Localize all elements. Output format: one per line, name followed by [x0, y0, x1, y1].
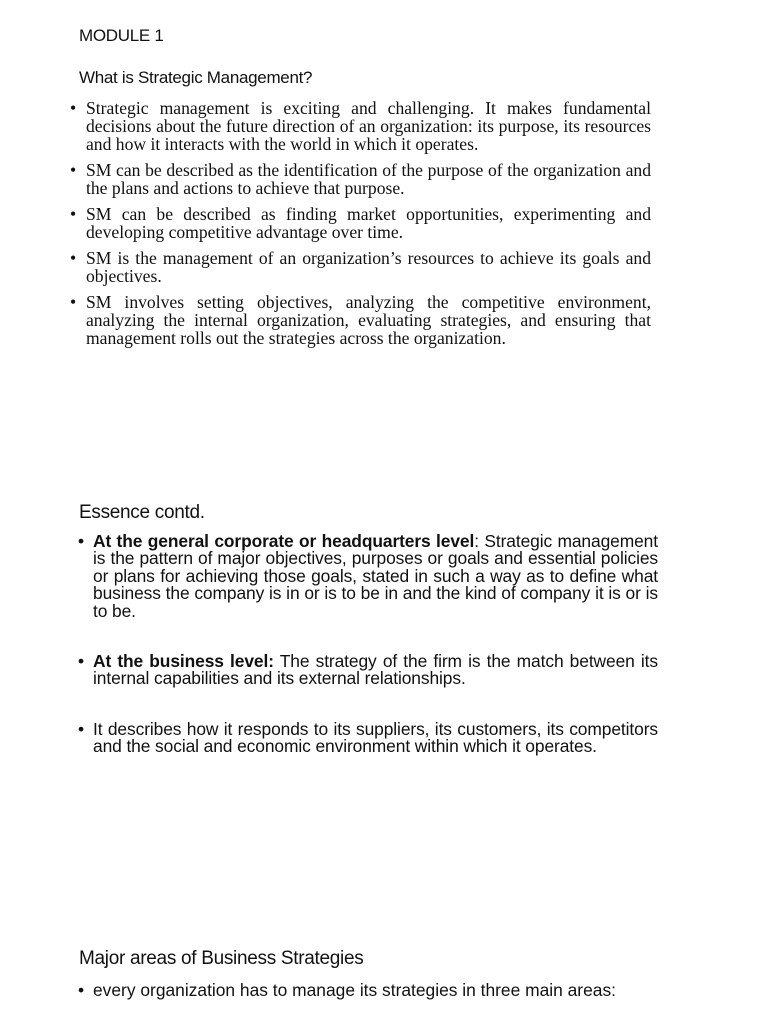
list-item-text: It describes how it responds to its suppliers, its customers, its competitors and the social and economic environment within which it operates.: [93, 718, 658, 757]
list-item: [70, 293, 651, 347]
list-item-text: SM can be described as finding market opportunities, experimenting and developing competitive advantage over time.: [86, 204, 651, 242]
list-item-text: SM involves setting objectives, analyzing the competitive environment, analyzing the internal organization, evaluating strategies, and ensuring that management rolls out the strategies across the organization.: [86, 292, 651, 348]
list-item-text: : Strategic management is the pattern of major objectives, purposes or goals and essential policies or plans for achieving those goals, stated in such a way as to define what business the company is in or is to be in and the kind of company it is or is to be.: [93, 531, 658, 621]
bullet-icon: •: [78, 651, 84, 672]
section-heading: What is Strategic Management?: [79, 68, 313, 87]
list-item-bold-lead: At the general corporate or headquarters level: [93, 531, 475, 551]
bullet-icon: •: [78, 718, 84, 739]
list-item: [78, 982, 658, 999]
list-item-text: SM can be described as the identification of the purpose of the organization and the plans and actions to achieve that purpose.: [86, 160, 651, 198]
bullet-icon: •: [70, 160, 77, 180]
bullet-icon: •: [78, 980, 85, 1000]
list-item-text: every organization has to manage its strategies in three main areas:: [93, 980, 616, 1000]
bullet-icon: •: [70, 204, 77, 224]
bullet-list: [70, 99, 651, 355]
module-title: MODULE 1: [79, 26, 164, 45]
bullet-icon: •: [70, 292, 77, 312]
bullet-icon: •: [70, 248, 77, 268]
section-heading: Essence contd.: [79, 502, 205, 523]
bullet-icon: •: [78, 531, 84, 551]
bullet-icon: •: [70, 98, 77, 118]
section-heading: Major areas of Business Strategies: [79, 948, 364, 969]
list-item-text: SM is the management of an organization’s resources to achieve its goals and objectives.: [86, 248, 651, 286]
list-item: [70, 205, 651, 241]
list-item-bold-lead: At the business level:: [93, 651, 274, 672]
list-item: [78, 533, 658, 620]
list-item: [70, 161, 651, 197]
bullet-list: [78, 982, 658, 999]
list-item-text: The strategy of the firm is the match between its internal capabilities and its external relationships.: [93, 651, 658, 689]
list-item: [78, 653, 658, 688]
list-item: [78, 718, 658, 757]
list-item: [70, 249, 651, 285]
bullet-list: [78, 533, 658, 756]
list-item: [70, 99, 651, 153]
list-item-text: Strategic management is exciting and challenging. It makes fundamental decisions about the future direction of an organization: its purpose, its resources and how it interacts with the world in which it operates.: [86, 98, 651, 154]
